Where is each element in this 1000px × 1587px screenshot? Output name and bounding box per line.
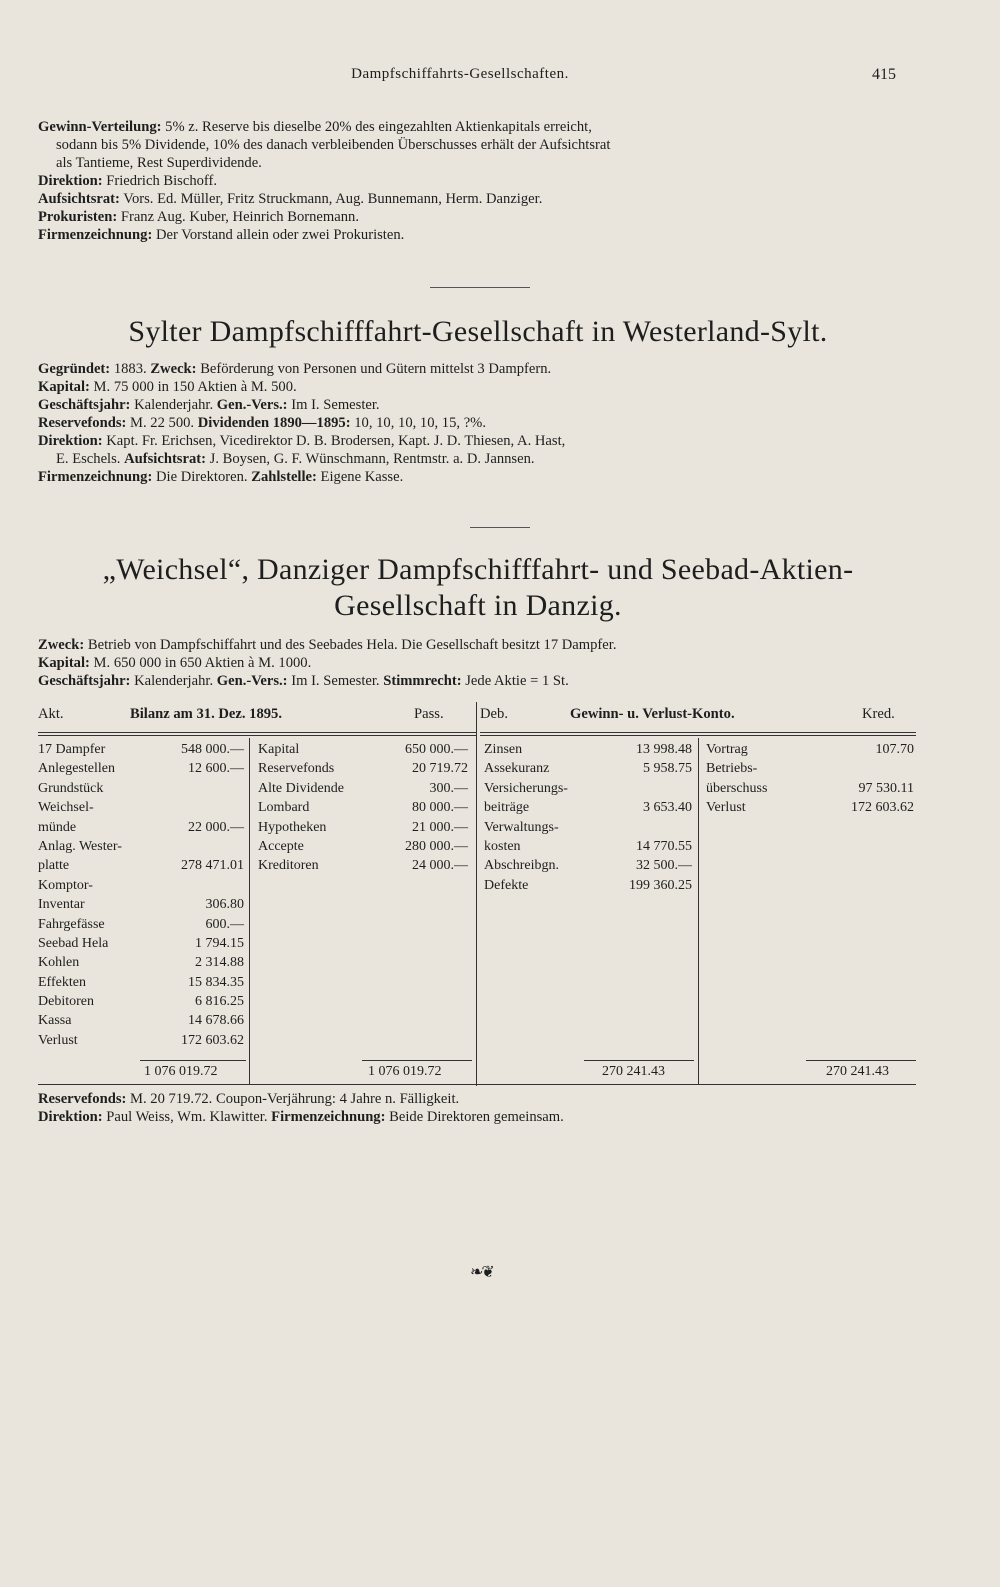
sylt-kapital-label: Kapital: bbox=[38, 379, 90, 395]
credit-row bbox=[706, 759, 914, 778]
aktiva-row-value: 22 000.— bbox=[188, 819, 244, 835]
aktiva-row-label: Kassa bbox=[38, 1013, 72, 1029]
debit-sum-rule bbox=[584, 1060, 694, 1061]
aktiva-row-value: 306.80 bbox=[205, 897, 244, 913]
aktiva-row-label: Effekten bbox=[38, 974, 86, 990]
aktiva-row-value: 2 314.88 bbox=[195, 955, 244, 971]
aktiva-row bbox=[38, 915, 244, 934]
sylt-gj-text: Kalenderjahr. bbox=[134, 397, 214, 413]
divider bbox=[470, 527, 530, 528]
credit-row-label: überschuss bbox=[706, 780, 768, 796]
prokuristen-text: Franz Aug. Kuber, Heinrich Bornemann. bbox=[120, 209, 359, 225]
bilanz-top-rule bbox=[38, 732, 476, 733]
ornament-icon: ❧❦ bbox=[470, 1264, 493, 1281]
aktiva-row bbox=[38, 1011, 244, 1030]
passiva-row-value: 300.— bbox=[429, 780, 468, 796]
credit-row-value: 97 530.11 bbox=[858, 780, 914, 796]
aktiva-sum-rule bbox=[140, 1060, 246, 1061]
passiva-row-label: Accepte bbox=[258, 838, 304, 854]
passiva-row bbox=[258, 837, 468, 856]
weichsel-kapital-label: Kapital: bbox=[38, 655, 90, 671]
debit-row-label: Versicherungs- bbox=[484, 780, 568, 796]
passiva-row-value: 280 000.— bbox=[405, 838, 468, 854]
sylt-dividenden-label: Dividenden 1890—1895: bbox=[197, 415, 351, 431]
debit-row-label: beiträge bbox=[484, 800, 530, 816]
aktiva-row bbox=[38, 779, 244, 798]
debit-row-value: 3 653.40 bbox=[643, 800, 692, 816]
debit-row-label: Assekuranz bbox=[484, 761, 550, 777]
passiva-row bbox=[258, 798, 468, 817]
running-header: Dampfschiffahrts-Gesellschaften. bbox=[351, 66, 569, 82]
passiva-row-value: 650 000.— bbox=[405, 742, 468, 757]
aktiva-row-label: Komptor- bbox=[38, 877, 93, 893]
guv-col-divider bbox=[698, 738, 699, 1084]
bilanz-passiva bbox=[258, 740, 468, 876]
sylt-zweck-label: Zweck: bbox=[150, 361, 197, 377]
prokuristen-label: Prokuristen: bbox=[38, 209, 118, 225]
aktiva-row bbox=[38, 740, 244, 759]
aktiva-row bbox=[38, 818, 244, 837]
passiva-row-value: 80 000.— bbox=[412, 800, 468, 816]
aufsichtsrat-label: Aufsichtsrat: bbox=[38, 191, 120, 207]
debit-row-value: 32 500.— bbox=[636, 858, 692, 874]
bilanz-title: Bilanz am 31. Dez. 1895. bbox=[130, 706, 283, 722]
firmenzeichnung-label: Firmenzeichnung: bbox=[38, 227, 153, 243]
sylt-aufsichtsrat-text: J. Boysen, G. F. Wünschmann, Rentmstr. a. D. Jannsen. bbox=[209, 451, 535, 467]
aktiva-row bbox=[38, 973, 244, 992]
aktiva-row-label: münde bbox=[38, 819, 77, 835]
aktiva-row-value: 278 471.01 bbox=[181, 858, 244, 874]
footer-reserve-text: M. 20 719.72. bbox=[130, 1091, 213, 1107]
page-number: 415 bbox=[872, 66, 896, 83]
footer-reserve-label: Reservefonds: bbox=[38, 1091, 127, 1107]
passiva-row-value: 21 000.— bbox=[412, 819, 468, 835]
debit-row-value: 5 958.75 bbox=[643, 761, 692, 777]
bilanz-akt-label: Akt. bbox=[38, 706, 64, 722]
sylt-reserve-text: M. 22 500. bbox=[130, 415, 195, 431]
aktiva-row-label: Kohlen bbox=[38, 955, 80, 971]
passiva-row bbox=[258, 779, 468, 798]
weichsel-kapital-text: M. 650 000 in 650 Aktien à M. 1000. bbox=[93, 655, 312, 671]
aktiva-row-value: 600.— bbox=[205, 916, 244, 932]
passiva-row bbox=[258, 759, 468, 778]
aktiva-total: 1 076 019.72 bbox=[144, 1064, 218, 1079]
debit-row-value: 14 770.55 bbox=[636, 838, 692, 854]
passiva-row-value: 24 000.— bbox=[412, 858, 468, 874]
aufsichtsrat-text: Vors. Ed. Müller, Fritz Struckmann, Aug. Bunnemann, Herm. Danziger. bbox=[123, 191, 543, 207]
sylt-kapital-text: M. 75 000 in 150 Aktien à M. 500. bbox=[93, 379, 297, 395]
sylt-genvers-label: Gen.-Vers.: bbox=[216, 397, 288, 413]
passiva-row bbox=[258, 818, 468, 837]
sylt-zahlstelle-label: Zahlstelle: bbox=[251, 469, 317, 485]
aktiva-row-value: 6 816.25 bbox=[195, 994, 244, 1010]
weichsel-footer bbox=[38, 1090, 918, 1126]
credit-row-label: Vortrag bbox=[706, 742, 748, 757]
aktiva-row-value: 548 000.— bbox=[181, 742, 244, 757]
passiva-total: 1 076 019.72 bbox=[368, 1064, 442, 1079]
guv-deb-label: Deb. bbox=[480, 706, 508, 722]
bilanz-top-rule-2 bbox=[38, 735, 476, 736]
aktiva-row-label: Weichsel- bbox=[38, 800, 94, 816]
credit-row bbox=[706, 798, 914, 817]
debit-row bbox=[484, 856, 692, 875]
debit-row bbox=[484, 818, 692, 837]
sylt-reserve-label: Reservefonds: bbox=[38, 415, 127, 431]
debit-row bbox=[484, 779, 692, 798]
sylt-heading: Sylter Dampfschifffahrt-Gesellschaft in Westerland-Sylt. bbox=[128, 315, 828, 348]
sylt-direktion-cont: E. Eschels. bbox=[56, 451, 121, 467]
debit-row-label: Verwaltungs- bbox=[484, 819, 559, 835]
aktiva-row bbox=[38, 895, 244, 914]
weichsel-stimmrecht-text: Jede Aktie = 1 St. bbox=[465, 673, 569, 689]
passiva-row-value: 20 719.72 bbox=[412, 761, 468, 777]
passiva-row-label: Kapital bbox=[258, 742, 300, 757]
sylt-direktion-label: Direktion: bbox=[38, 433, 103, 449]
aktiva-row bbox=[38, 856, 244, 875]
aktiva-row-label: Seebad Hela bbox=[38, 935, 109, 951]
aktiva-row bbox=[38, 759, 244, 778]
aktiva-row-label: Inventar bbox=[38, 897, 85, 913]
aktiva-row-value: 1 794.15 bbox=[195, 935, 244, 951]
aktiva-row-value: 12 600.— bbox=[188, 761, 244, 777]
credit-row bbox=[706, 740, 914, 759]
direktion-label: Direktion: bbox=[38, 173, 103, 189]
debit-row bbox=[484, 876, 692, 895]
guv-top-rule-2 bbox=[480, 735, 916, 736]
passiva-row bbox=[258, 856, 468, 875]
weichsel-stimmrecht-label: Stimmrecht: bbox=[383, 673, 462, 689]
debit-row-value: 13 998.48 bbox=[636, 742, 692, 757]
gewinn-text: 5% z. Reserve bis dieselbe 20% des eingezahlten Aktienkapitals erreicht, bbox=[165, 119, 592, 135]
credit-row-value: 172 603.62 bbox=[851, 800, 914, 816]
center-divider bbox=[476, 702, 477, 1086]
footer-direktion-text: Paul Weiss, Wm. Klawitter. bbox=[106, 1109, 268, 1125]
aktiva-row-label: Anlag. Wester- bbox=[38, 838, 122, 854]
top-section bbox=[38, 118, 918, 244]
aktiva-row bbox=[38, 876, 244, 895]
passiva-row-label: Kreditoren bbox=[258, 858, 319, 874]
aktiva-row-value: 14 678.66 bbox=[188, 1013, 244, 1029]
table-bottom-rule bbox=[38, 1084, 916, 1085]
weichsel-section bbox=[38, 636, 918, 690]
aktiva-row bbox=[38, 798, 244, 817]
passiva-row-label: Alte Dividende bbox=[258, 780, 344, 796]
aktiva-row-label: platte bbox=[38, 858, 70, 874]
direktion-text: Friedrich Bischoff. bbox=[106, 173, 218, 189]
debit-row-label: Abschreibgn. bbox=[484, 858, 560, 874]
sylt-dividenden-text: 10, 10, 10, 10, 15, ?%. bbox=[354, 415, 486, 431]
aktiva-row-label: Anlegestellen bbox=[38, 761, 115, 777]
firmenzeichnung-text: Der Vorstand allein oder zwei Prokuristen. bbox=[155, 227, 405, 243]
footer-coupon-text: Coupon-Verjährung: 4 Jahre n. Fälligkeit. bbox=[215, 1091, 460, 1107]
sylt-gegruendet-text: 1883. bbox=[113, 361, 147, 377]
gewinn-cont1: sodann bis 5% Dividende, 10% des danach verbleibenden Überschusses erhält der Aufsichtsrat bbox=[56, 137, 611, 153]
footer-direktion-label: Direktion: bbox=[38, 1109, 103, 1125]
aktiva-row bbox=[38, 837, 244, 856]
sylt-aufsichtsrat-label: Aufsichtsrat: bbox=[124, 451, 206, 467]
guv-credit bbox=[706, 740, 914, 818]
credit-row-label: Betriebs- bbox=[706, 761, 758, 777]
debit-row-label: kosten bbox=[484, 838, 521, 854]
aktiva-row-value: 15 834.35 bbox=[188, 974, 244, 990]
bilanz-pass-label: Pass. bbox=[414, 706, 444, 722]
weichsel-zweck-text: Betrieb von Dampfschiffahrt und des Seebades Hela. Die Gesellschaft besitzt 17 Dampfer. bbox=[87, 637, 617, 653]
sylt-section bbox=[38, 360, 918, 486]
passiva-row bbox=[258, 740, 468, 759]
aktiva-row-label: Grundstück bbox=[38, 780, 104, 796]
aktiva-row bbox=[38, 953, 244, 972]
aktiva-row-label: Fahrgefässe bbox=[38, 916, 105, 932]
divider bbox=[430, 287, 530, 288]
debit-total: 270 241.43 bbox=[602, 1064, 665, 1079]
guv-title: Gewinn- u. Verlust-Konto. bbox=[570, 706, 735, 722]
sylt-gj-label: Geschäftsjahr: bbox=[38, 397, 131, 413]
aktiva-row-value: 172 603.62 bbox=[181, 1032, 244, 1048]
aktiva-row bbox=[38, 934, 244, 953]
credit-total: 270 241.43 bbox=[826, 1064, 889, 1079]
passiva-row-label: Hypotheken bbox=[258, 819, 327, 835]
gewinn-cont2: als Tantieme, Rest Superdividende. bbox=[56, 155, 262, 171]
passiva-row-label: Reservefonds bbox=[258, 761, 335, 777]
aktiva-row bbox=[38, 1031, 244, 1050]
weichsel-gj-text: Kalenderjahr. bbox=[134, 673, 214, 689]
debit-row-value: 199 360.25 bbox=[629, 877, 692, 893]
weichsel-genvers-label: Gen.-Vers.: bbox=[216, 673, 288, 689]
passiva-sum-rule bbox=[362, 1060, 472, 1061]
bilanz-col-divider bbox=[249, 738, 250, 1084]
credit-row-label: Verlust bbox=[706, 800, 746, 816]
sylt-genvers-text: Im I. Semester. bbox=[291, 397, 380, 413]
sylt-firmenzeichnung-label: Firmenzeichnung: bbox=[38, 469, 153, 485]
footer-firmenzeichnung-text: Beide Direktoren gemeinsam. bbox=[389, 1109, 564, 1125]
sylt-zahlstelle-text: Eigene Kasse. bbox=[320, 469, 404, 485]
guv-debit bbox=[484, 740, 692, 895]
passiva-row-label: Lombard bbox=[258, 800, 310, 816]
aktiva-row-label: 17 Dampfer bbox=[38, 742, 106, 757]
debit-row bbox=[484, 798, 692, 817]
credit-row bbox=[706, 779, 914, 798]
sylt-zweck-text: Beförderung von Personen und Gütern mittelst 3 Dampfern. bbox=[200, 361, 552, 377]
gewinn-label: Gewinn-Verteilung: bbox=[38, 119, 162, 135]
guv-kred-label: Kred. bbox=[862, 706, 895, 722]
weichsel-gj-label: Geschäftsjahr: bbox=[38, 673, 131, 689]
aktiva-row bbox=[38, 992, 244, 1011]
weichsel-heading-line2: Gesellschaft in Danzig. bbox=[334, 589, 622, 622]
debit-row bbox=[484, 740, 692, 759]
aktiva-row-label: Verlust bbox=[38, 1032, 78, 1048]
credit-row-value: 107.70 bbox=[875, 742, 914, 757]
sylt-firmenzeichnung-text: Die Direktoren. bbox=[155, 469, 248, 485]
sylt-direktion-text: Kapt. Fr. Erichsen, Vicedirektor D. B. Brodersen, Kapt. J. D. Thiesen, A. Hast, bbox=[106, 433, 566, 449]
credit-sum-rule bbox=[806, 1060, 916, 1061]
debit-row-label: Defekte bbox=[484, 877, 529, 893]
debit-row bbox=[484, 759, 692, 778]
aktiva-row-label: Debitoren bbox=[38, 994, 94, 1010]
weichsel-heading-line1: „Weichsel“, Danziger Dampfschifffahrt- und Seebad-Aktien- bbox=[102, 553, 854, 586]
guv-top-rule bbox=[480, 732, 916, 733]
bilanz-aktiva bbox=[38, 740, 244, 1050]
weichsel-genvers-text: Im I. Semester. bbox=[291, 673, 380, 689]
weichsel-zweck-label: Zweck: bbox=[38, 637, 85, 653]
debit-row bbox=[484, 837, 692, 856]
debit-row-label: Zinsen bbox=[484, 742, 523, 757]
sylt-gegruendet-label: Gegründet: bbox=[38, 361, 111, 377]
footer-firmenzeichnung-label: Firmenzeichnung: bbox=[271, 1109, 386, 1125]
